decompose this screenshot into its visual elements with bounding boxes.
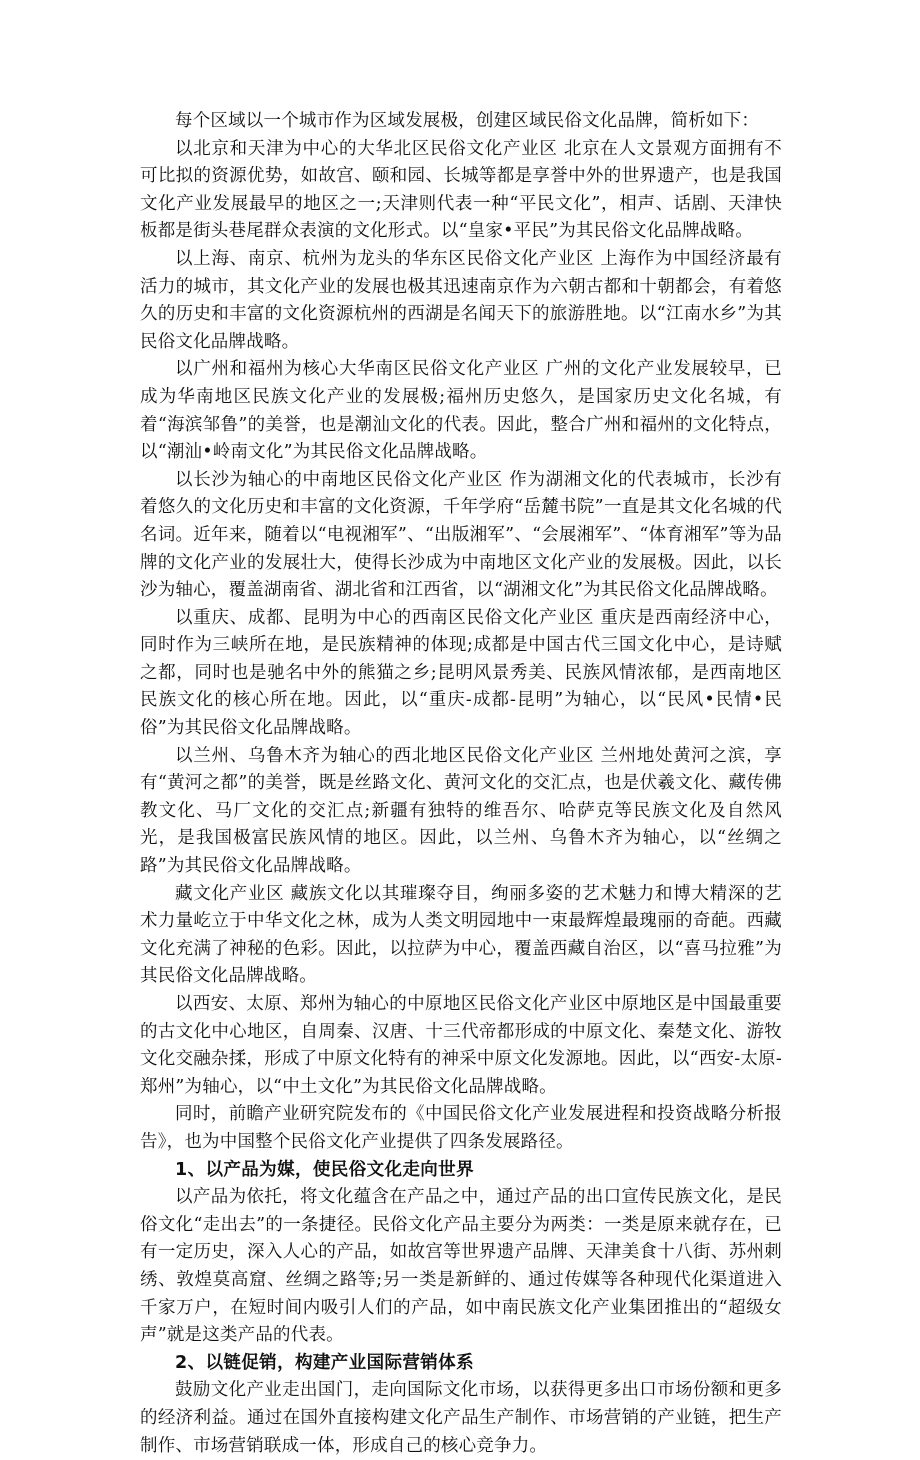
paragraph-east-china: 以上海、南京、杭州为龙头的华东区民俗文化产业区 上海作为中国经济最有活力的城市，其文化产业的发展也极其迅速南京作为六朝古都和十朝都会，有着悠久的历史和丰富的文化资源杭州的西湖是名闻天下的旅游胜地。以“江南水乡”为其民俗文化品牌战略。 [140, 248, 782, 352]
paragraph-tibet: 藏文化产业区 藏族文化以其璀璨夺目，绚丽多姿的艺术魅力和博大精深的艺术力量屹立于中华文化之林，成为人类文明园地中一束最辉煌最瑰丽的奇葩。西藏文化充满了神秘的色彩。因此，以拉萨为中心，覆盖西藏自治区，以“喜马拉雅”为其民俗文化品牌战略。 [140, 883, 782, 987]
paragraph-southwest: 以重庆、成都、昆明为中心的西南区民俗文化产业区 重庆是西南经济中心，同时作为三峡所在地，是民族精神的体现;成都是中国古代三国文化中心，是诗赋之都，同时也是驰名中外的熊猫之乡;昆明风景秀美、民族风情浓郁，是西南地区民族文化的核心所在地。因此，以“重庆-成都-昆明”为轴心，以“民风•民情•民俗”为其民俗文化品牌战略。 [140, 607, 782, 739]
section-heading-2: 2、以链促销，构建产业国际营销体系 [175, 1352, 474, 1373]
paragraph-report: 同时，前瞻产业研究院发布的《中国民俗文化产业发展进程和投资战略分析报告》，也为中国整个民俗文化产业提供了四条发展路径。 [140, 1104, 782, 1152]
paragraph-northwest: 以兰州、乌鲁木齐为轴心的西北地区民俗文化产业区 兰州地处黄河之滨，享有“黄河之都”的美誉，既是丝路文化、黄河文化的交汇点，也是伏羲文化、藏传佛教文化、马厂文化的交汇点;新疆有独特的维吾尔、哈萨克等民族文化及自然风光，是我国极富民族风情的地区。因此，以兰州、乌鲁木齐为轴心，以“丝绸之路”为其民俗文化品牌战略。 [140, 745, 782, 877]
intro-paragraph: 每个区域以一个城市作为区域发展极，创建区域民俗文化品牌，简析如下： [175, 111, 760, 131]
section-body-2: 鼓励文化产业走出国门，走向国际文化市场，以获得更多出口市场份额和更多的经济利益。通过在国外直接构建文化产品生产制作、市场营销的产业链，把生产制作、市场营销联成一体，形成自己的核心竞争力。 [140, 1380, 782, 1456]
paragraph-central-plains: 以西安、太原、郑州为轴心的中原地区民俗文化产业区中原地区是中国最重要的古文化中心地区，自周秦、汉唐、十三代帝都形成的中原文化、秦楚文化、游牧文化交融杂揉，形成了中原文化特有的神采中原文化发源地。因此，以“西安-太原-郑州”为轴心，以“中土文化”为其民俗文化品牌战略。 [140, 994, 782, 1097]
section-body-1: 以产品为依托，将文化蕴含在产品之中，通过产品的出口宣传民族文化，是民俗文化“走出去”的一条捷径。民俗文化产品主要分为两类：一类是原来就存在，已有一定历史，深入人心的产品，如故宫等世界遗产品牌、天津美食十八街、苏州刺绣、敦煌莫高窟、丝绸之路等;另一类是新鲜的、通过传媒等各种现代化渠道进入千家万户，在短时间内吸引人们的产品，如中南民族文化产业集团推出的“超级女声”就是这类产品的代表。 [140, 1187, 782, 1346]
section-heading-1: 1、以产品为媒，使民俗文化走向世界 [175, 1159, 474, 1180]
paragraph-north-china: 以北京和天津为中心的大华北区民俗文化产业区 北京在人文景观方面拥有不可比拟的资源优势，如故宫、颐和园、长城等都是享誉中外的世界遗产，也是我国文化产业发展最早的地区之一;天津则代表一种“平民文化”，相声、话剧、天津快板都是街头巷尾群众表演的文化形式。以“皇家•平民”为其民俗文化品牌战略。 [140, 138, 782, 242]
paragraph-south-china: 以广州和福州为核心大华南区民俗文化产业区 广州的文化产业发展较早，已成为华南地区民族文化产业的发展极;福州历史悠久，是国家历史文化名城，有着“海滨邹鲁”的美誉，也是潮汕文化的代表。因此，整合广州和福州的文化特点，以“潮汕•岭南文化”为其民俗文化品牌战略。 [140, 359, 782, 463]
document-body [140, 108, 782, 1460]
paragraph-central-south: 以长沙为轴心的中南地区民俗文化产业区 作为湖湘文化的代表城市，长沙有着悠久的文化历史和丰富的文化资源，千年学府“岳麓书院”一直是其文化名城的代名词。近年来，随着以“电视湘军”、“出版湘军”、“会展湘军”、“体育湘军”等为品牌的文化产业的发展壮大，使得长沙成为中南地区文化产业的发展极。因此，以长沙为轴心，覆盖湖南省、湖北省和江西省，以“湖湘文化”为其民俗文化品牌战略。 [140, 469, 782, 601]
